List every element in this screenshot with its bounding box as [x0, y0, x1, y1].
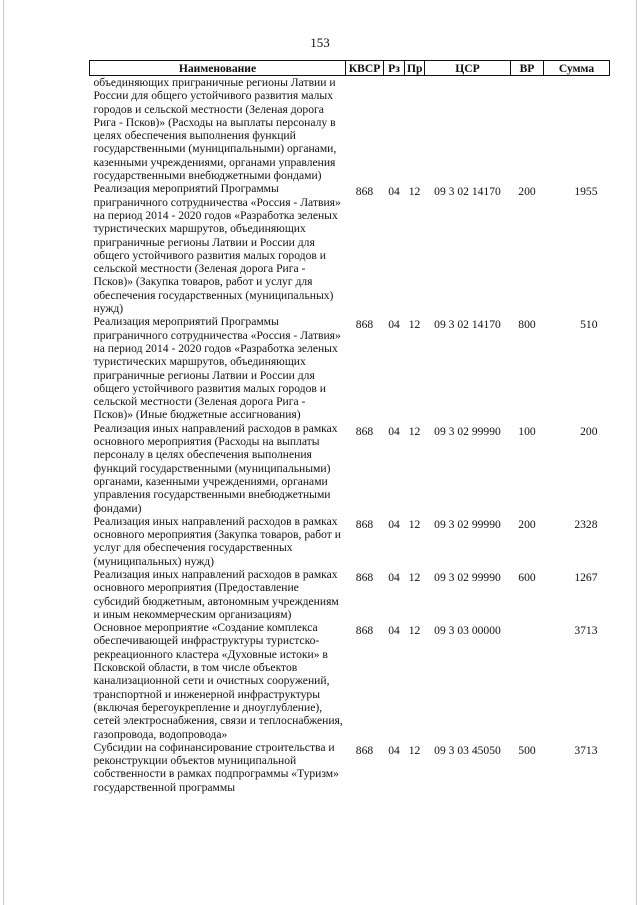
row-rz: 04	[388, 624, 400, 638]
header-csr: ЦСР	[425, 61, 511, 76]
row-pr: 12	[408, 185, 421, 199]
row-rz: 04	[388, 185, 400, 199]
row-name: Реализация мероприятий Программы приграничного сотрудничества «Россия - Латвия» на период 2014 - 2020 годов «Разработка зеленых туристических маршрутов, объединяющих приграничные регионы Латвии и России для общего устойчивого развития малых городов и сельской местности (Зеленая дорога Рига - Псков)» (Иные бюджетные ассигнования)	[93, 315, 341, 422]
table-row	[90, 515, 610, 568]
table-header	[90, 61, 610, 76]
row-kvsr: 868	[355, 743, 374, 757]
header-sum: Сумма	[544, 61, 610, 76]
row-sum: 3713	[574, 624, 598, 638]
row-vr: 800	[518, 318, 536, 332]
row-name: Реализация иных направлений расходов в рамках основного мероприятия (Расходы на выплаты персоналу в целях обеспечения выполнения функций государственными (муниципальными) органами, казенными учреждениями, органами управления государственными внебюджетными фондами)	[93, 421, 338, 515]
row-vr: 200	[518, 517, 536, 531]
row-vr	[511, 621, 544, 741]
row-csr: 09 3 02 14170	[434, 318, 501, 332]
header-kvsr: КВСР	[346, 61, 384, 76]
table-row	[90, 76, 610, 183]
header-rz: Рз	[384, 61, 405, 76]
row-vr: 500	[518, 743, 536, 757]
header-name: Наименование	[90, 61, 346, 76]
row-csr: 09 3 03 00000	[434, 624, 501, 638]
row-vr: 100	[518, 424, 536, 438]
header-pr: Пр	[405, 61, 425, 76]
row-csr: 09 3 02 99990	[434, 517, 501, 531]
table-row	[90, 422, 610, 515]
table-row	[90, 315, 610, 421]
row-vr: 200	[518, 185, 536, 199]
row-sum: 3713	[574, 743, 598, 757]
row-kvsr: 868	[355, 185, 374, 199]
row-sum: 1955	[574, 185, 598, 199]
row-kvsr: 868	[355, 424, 374, 438]
row-name: Субсидии на софинансирование строительства и реконструкции объектов муниципальной собственности в рамках подпрограммы «Туризм» государственной программы	[93, 740, 339, 794]
row-kvsr: 868	[355, 570, 374, 584]
row-rz	[384, 76, 405, 183]
scan-edge-mark	[3, 0, 4, 905]
row-pr: 12	[408, 318, 421, 332]
row-csr: 09 3 03 45050	[434, 743, 501, 757]
row-pr: 12	[408, 570, 421, 584]
table-row	[90, 621, 610, 741]
row-rz: 04	[388, 424, 400, 438]
row-pr: 12	[408, 517, 421, 531]
row-kvsr	[346, 76, 384, 183]
scan-edge-mark	[636, 0, 637, 905]
row-name: Реализация мероприятий Программы приграничного сотрудничества «Россия - Латвия» на период 2014 - 2020 годов «Разработка зеленых туристических маршрутов, объединяющих приграничные регионы Латвии и России для общего устойчивого развития малых городов и сельской местности (Зеленая дорога Рига - Псков)» (Закупка товаров, работ и услуг для обеспечения государственных (муниципальных) нужд)	[93, 182, 341, 316]
table-row	[90, 182, 610, 315]
row-pr: 12	[408, 743, 421, 757]
row-name: Основное мероприятие «Создание комплекса обеспечивающей инфраструктуры туристско-рекреационного кластера «Духовные истоки» в Псковской области, в том числе объектов канализационной сети и очистных сооружений, транспортной и инженерной инфраструктуры (включая берегоукрепление и дноуглубление), сетей электроснабжения, связи и теплоснабжения, газопровода, водопровода»	[93, 621, 343, 741]
row-sum: 510	[580, 318, 598, 332]
row-csr: 09 3 02 99990	[434, 570, 501, 584]
row-vr: 600	[518, 570, 536, 584]
page-number: 153	[310, 35, 330, 50]
row-pr	[405, 76, 425, 183]
row-sum	[544, 76, 610, 183]
row-csr: 09 3 02 99990	[434, 424, 501, 438]
row-vr	[511, 76, 544, 183]
row-rz: 04	[388, 517, 400, 531]
row-name: объединяющих приграничные регионы Латвии и России для общего устойчивого развития малых городов и сельской местности (Зеленая дорога Рига - Псков)» (Расходы на выплаты персоналу в целях обеспечения выполнения функций государственными (муниципальными) органами, казенными учреждениями, органами управления государственными внебюджетными фондами)	[93, 76, 337, 183]
row-csr	[425, 76, 511, 183]
row-csr: 09 3 02 14170	[434, 185, 501, 199]
row-rz: 04	[388, 318, 400, 332]
row-name: Реализация иных направлений расходов в рамках основного мероприятия (Предоставление субсидий бюджетным, автономным учреждениям и иным некоммерческим организациям)	[93, 567, 339, 621]
row-sum: 200	[580, 424, 598, 438]
row-rz: 04	[388, 743, 400, 757]
row-pr: 12	[408, 424, 421, 438]
table-row	[90, 568, 610, 621]
budget-table	[89, 60, 610, 794]
row-pr: 12	[408, 624, 421, 638]
row-kvsr: 868	[355, 318, 374, 332]
row-rz: 04	[388, 570, 400, 584]
header-vr: ВР	[511, 61, 544, 76]
row-kvsr: 868	[355, 624, 374, 638]
table-row	[90, 741, 610, 794]
row-sum: 2328	[574, 517, 598, 531]
row-name: Реализация иных направлений расходов в рамках основного мероприятия (Закупка товаров, работ и услуг для обеспечения государственных (муниципальных) нужд)	[93, 514, 341, 568]
row-sum: 1267	[574, 570, 598, 584]
row-kvsr: 868	[355, 517, 374, 531]
